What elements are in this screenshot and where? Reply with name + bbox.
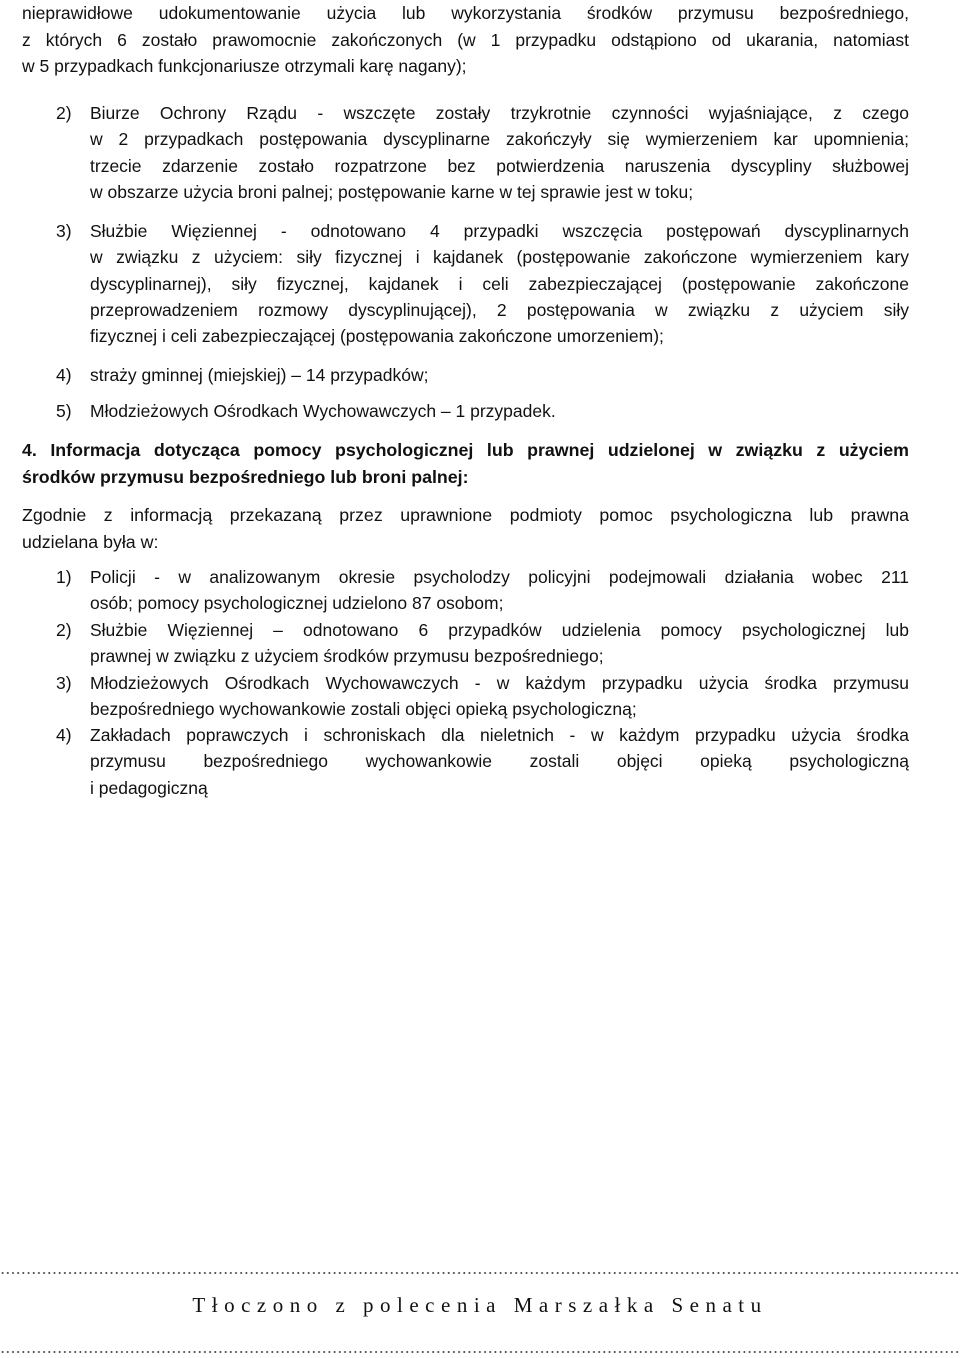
list-item-text bbox=[90, 670, 909, 723]
list-item-number: 4) bbox=[56, 725, 72, 745]
list-a-item-5 bbox=[56, 398, 909, 424]
list-item-line: w 2 przypadkach postępowania dyscyplinarne zakończyły się wymierzeniem kar upomnienia; bbox=[90, 129, 909, 150]
section-4-body bbox=[22, 502, 909, 555]
footer-dotted-line-bottom bbox=[0, 1350, 960, 1354]
intro-line: nieprawidłowe udokumentowanie użycia lub wykorzystania środków przymusu bezpośredniego, bbox=[22, 3, 909, 23]
list-item-line: i pedagogiczną bbox=[90, 777, 208, 798]
list-item-line: straży gminnej (miejskiej) – 14 przypadków; bbox=[90, 365, 429, 385]
list-item-number: 4) bbox=[56, 365, 72, 385]
list-a-item-4 bbox=[56, 362, 909, 388]
list-item-line: przymusu bezpośredniego wychowankowie zostali objęci opieką psychologiczną bbox=[90, 751, 909, 772]
list-b-item-1 bbox=[56, 564, 909, 617]
list-item-line: fizycznej i celi zabezpieczającej (postępowania zakończone umorzeniem); bbox=[90, 326, 664, 347]
body-line: Zgodnie z informacją przekazaną przez uprawnione podmioty pomoc psychologiczna lub prawna bbox=[22, 505, 909, 525]
list-item-number: 5) bbox=[56, 401, 72, 421]
list-item bbox=[56, 218, 909, 349]
intro-line: z których 6 zostało prawomocnie zakończonych (w 1 przypadku odstąpiono od ukarania, natomiast bbox=[22, 29, 909, 50]
list-item-line: bezpośredniego wychowankowie zostali objęci opieką psychologiczną; bbox=[90, 699, 637, 720]
list-item-text bbox=[90, 218, 909, 349]
footer-dotted-line-top bbox=[0, 1271, 960, 1275]
list-item-line: prawnej w związku z użyciem środków przymusu bezpośredniego; bbox=[90, 646, 604, 667]
intro-line: w 5 przypadkach funkcjonariusze otrzymali karę nagany); bbox=[22, 56, 467, 76]
list-item-line: w obszarze użycia broni palnej; postępowanie karne w tej sprawie jest w toku; bbox=[90, 181, 694, 202]
list-item bbox=[56, 100, 909, 205]
list-item-line: trzecie zdarzenie zostało rozpatrzone bez potwierdzenia naruszenia dyscypliny służbowej bbox=[90, 155, 909, 176]
list-item bbox=[56, 722, 909, 801]
list-item-line: Biurze Ochrony Rządu - wszczęte zostały trzykrotnie czynności wyjaśniające, z czego bbox=[90, 103, 909, 123]
list-item-text bbox=[90, 100, 909, 205]
list-item bbox=[56, 670, 909, 723]
heading-line: 4. Informacja dotycząca pomocy psychologicznej lub prawnej udzielonej w związku z użyciem bbox=[22, 440, 909, 460]
list-b-item-2 bbox=[56, 617, 909, 670]
list-item-text bbox=[90, 398, 909, 424]
list-item-line: Młodzieżowych Ośrodkach Wychowawczych - w każdym przypadku użycia środka przymusu bbox=[90, 673, 909, 693]
list-item-text bbox=[90, 564, 909, 617]
list-item-line: Służbie Więziennej – odnotowano 6 przypadków udzielenia pomocy psychologicznej lub bbox=[90, 620, 909, 640]
list-item-number: 3) bbox=[56, 673, 72, 693]
list-item-number: 2) bbox=[56, 103, 72, 123]
list-a-item-3 bbox=[56, 218, 909, 349]
body-line: udzielana była w: bbox=[22, 531, 159, 552]
list-item-number: 3) bbox=[56, 221, 72, 241]
list-item-line: Policji - w analizowanym okresie psycholodzy policyjni podejmowali działania wobec 211 bbox=[90, 567, 909, 587]
section-4-heading bbox=[22, 437, 909, 490]
list-b-item-4 bbox=[56, 722, 909, 801]
list-item-line: Zakładach poprawczych i schroniskach dla nieletnich - w każdym przypadku użycia środka bbox=[90, 725, 909, 745]
heading-line: środków przymusu bezpośredniego lub broni palnej: bbox=[22, 466, 469, 487]
list-a-item-2 bbox=[56, 100, 909, 205]
footer-imprint: Tłoczono z polecenia Marszałka Senatu bbox=[192, 1293, 768, 1317]
list-item-number: 1) bbox=[56, 567, 72, 587]
list-item bbox=[56, 398, 909, 424]
list-item-line: Młodzieżowych Ośrodkach Wychowawczych – 1 przypadek. bbox=[90, 401, 556, 421]
list-item bbox=[56, 617, 909, 670]
list-item-line: przeprowadzeniem rozmowy dyscyplinującej), 2 postępowania w związku z użyciem siły bbox=[90, 299, 909, 320]
list-item-line: osób; pomocy psychologicznej udzielono 87 osobom; bbox=[90, 593, 504, 614]
list-item-line: dyscyplinarnej), siły fizycznej, kajdanek i celi zabezpieczającej (postępowanie zakończone bbox=[90, 273, 909, 294]
list-item-line: w związku z użyciem: siły fizycznej i kajdanek (postępowanie zakończone wymierzeniem kary bbox=[90, 247, 909, 268]
list-b-item-3 bbox=[56, 670, 909, 723]
list-item-text bbox=[90, 617, 909, 670]
list-item bbox=[56, 362, 909, 388]
list-item bbox=[56, 564, 909, 617]
list-item-line: Służbie Więziennej - odnotowano 4 przypadki wszczęcia postępowań dyscyplinarnych bbox=[90, 221, 909, 241]
list-item-text bbox=[90, 362, 909, 388]
list-item-number: 2) bbox=[56, 620, 72, 640]
intro-paragraph bbox=[22, 0, 909, 80]
list-item-text bbox=[90, 722, 909, 801]
